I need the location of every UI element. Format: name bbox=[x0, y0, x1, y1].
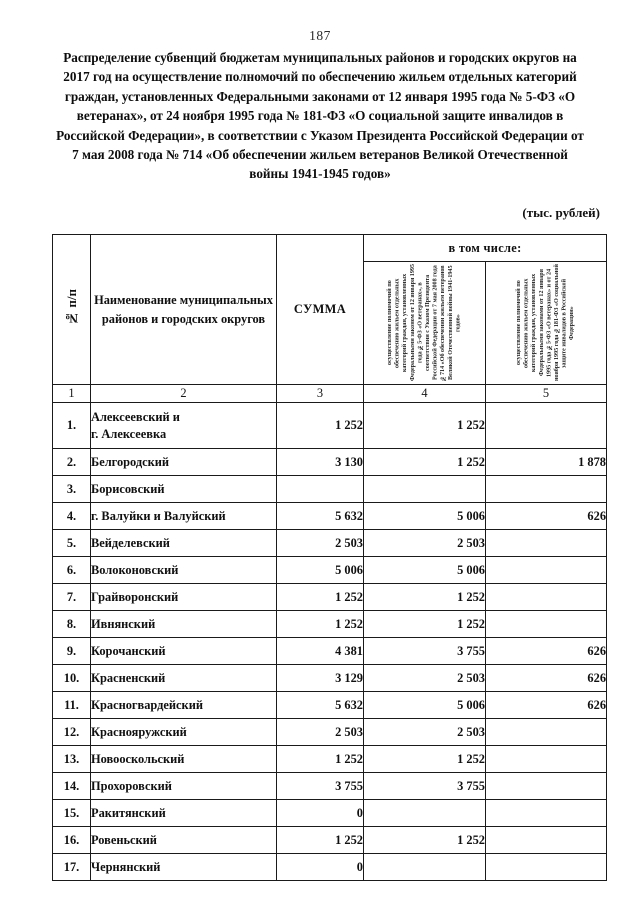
row-veterans-value bbox=[364, 476, 486, 503]
row-veterans-value bbox=[364, 854, 486, 881]
row-veterans-value: 3 755 bbox=[364, 638, 486, 665]
row-veterans-value: 1 252 bbox=[364, 746, 486, 773]
row-index: 5. bbox=[53, 530, 91, 557]
header-sum: СУММА bbox=[277, 235, 364, 385]
row-sum-value: 2 503 bbox=[277, 530, 364, 557]
header-group-including: в том числе: bbox=[364, 235, 607, 262]
row-index: 14. bbox=[53, 773, 91, 800]
row-veterans-value: 3 755 bbox=[364, 773, 486, 800]
header-disabled-column bbox=[486, 262, 607, 385]
row-disabled-value: 626 bbox=[486, 665, 607, 692]
header-veterans-column-label: осуществление полномочий по обеспечению жильем отдельных категорий граждан, установленных Федеральными законом от 12 января 1995 года №5-ФЗ «О ветеранах», в соответствии с Указом Президента Российской Федерации от 7 мая 2008 года №714 «Об обеспечении жильем ветеранов Великой Отечественной войны 1941-1945 годов» bbox=[386, 264, 461, 382]
row-index: 3. bbox=[53, 476, 91, 503]
header-row-number bbox=[53, 235, 91, 385]
row-sum-value: 3 129 bbox=[277, 665, 364, 692]
row-sum-value: 0 bbox=[277, 800, 364, 827]
row-veterans-value: 5 006 bbox=[364, 692, 486, 719]
row-municipality-name: Вейделевский bbox=[91, 530, 277, 557]
row-sum-value: 5 632 bbox=[277, 503, 364, 530]
row-municipality-name: г. Валуйки и Валуйский bbox=[91, 503, 277, 530]
row-municipality-name: Ровеньский bbox=[91, 827, 277, 854]
table-row bbox=[53, 557, 607, 584]
row-sum-value bbox=[277, 476, 364, 503]
row-veterans-value: 1 252 bbox=[364, 611, 486, 638]
column-number-4: 4 bbox=[364, 385, 486, 403]
row-veterans-value: 1 252 bbox=[364, 403, 486, 449]
row-sum-value: 1 252 bbox=[277, 611, 364, 638]
row-index: 16. bbox=[53, 827, 91, 854]
row-sum-value: 1 252 bbox=[277, 746, 364, 773]
row-index: 4. bbox=[53, 503, 91, 530]
row-municipality-name: Ракитянский bbox=[91, 800, 277, 827]
row-municipality-name: Ивнянский bbox=[91, 611, 277, 638]
row-veterans-value: 5 006 bbox=[364, 557, 486, 584]
row-sum-value: 1 252 bbox=[277, 584, 364, 611]
row-index: 8. bbox=[53, 611, 91, 638]
row-veterans-value: 1 252 bbox=[364, 827, 486, 854]
row-index: 12. bbox=[53, 719, 91, 746]
table-row bbox=[53, 584, 607, 611]
table-row bbox=[53, 638, 607, 665]
row-disabled-value bbox=[486, 584, 607, 611]
table-row bbox=[53, 800, 607, 827]
row-municipality-name: Чернянский bbox=[91, 854, 277, 881]
row-municipality-name: Красногвардейский bbox=[91, 692, 277, 719]
row-disabled-value: 1 878 bbox=[486, 449, 607, 476]
row-municipality-name: Прохоровский bbox=[91, 773, 277, 800]
column-number-3: 3 bbox=[277, 385, 364, 403]
row-disabled-value bbox=[486, 854, 607, 881]
table-row bbox=[53, 827, 607, 854]
row-index: 7. bbox=[53, 584, 91, 611]
row-municipality-name: Красненский bbox=[91, 665, 277, 692]
table-row bbox=[53, 503, 607, 530]
header-row-group bbox=[53, 235, 607, 262]
table-row bbox=[53, 719, 607, 746]
row-municipality-name: Грайворонский bbox=[91, 584, 277, 611]
subventions-table bbox=[52, 234, 607, 881]
table-row bbox=[53, 449, 607, 476]
row-index: 13. bbox=[53, 746, 91, 773]
table-row bbox=[53, 611, 607, 638]
row-sum-value: 2 503 bbox=[277, 719, 364, 746]
header-disabled-column-label: осуществление полномочий по обеспечению жильем отдельных категорий граждан, установленных Федеральными законами от 12 января 1995 года №5-ФЗ «О ветеранах» и от 24 ноября 1995 года №181-ФЗ «О социальной защите инвалидов в Российской Федерации» bbox=[515, 264, 575, 382]
row-sum-value: 4 381 bbox=[277, 638, 364, 665]
column-number-2: 2 bbox=[91, 385, 277, 403]
row-disabled-value bbox=[486, 827, 607, 854]
row-veterans-value: 5 006 bbox=[364, 503, 486, 530]
row-index: 15. bbox=[53, 800, 91, 827]
row-sum-value: 3 130 bbox=[277, 449, 364, 476]
row-municipality-name: Алексеевский и г. Алексеевка bbox=[91, 403, 277, 449]
page-number: 187 bbox=[309, 28, 331, 43]
row-disabled-value: 626 bbox=[486, 503, 607, 530]
table-row bbox=[53, 692, 607, 719]
table-head bbox=[53, 235, 607, 403]
row-disabled-value bbox=[486, 557, 607, 584]
row-index: 9. bbox=[53, 638, 91, 665]
row-index: 10. bbox=[53, 665, 91, 692]
row-disabled-value bbox=[486, 476, 607, 503]
column-number-5: 5 bbox=[486, 385, 607, 403]
row-disabled-value bbox=[486, 773, 607, 800]
subventions-table-wrapper bbox=[52, 234, 606, 881]
row-sum-value: 0 bbox=[277, 854, 364, 881]
row-veterans-value: 2 503 bbox=[364, 665, 486, 692]
row-disabled-value bbox=[486, 611, 607, 638]
table-body bbox=[53, 403, 607, 881]
units-note: (тыс. рублей) bbox=[522, 205, 600, 220]
row-disabled-value bbox=[486, 530, 607, 557]
table-row bbox=[53, 476, 607, 503]
table-row bbox=[53, 403, 607, 449]
row-sum-value: 3 755 bbox=[277, 773, 364, 800]
row-index: 11. bbox=[53, 692, 91, 719]
row-sum-value: 1 252 bbox=[277, 403, 364, 449]
header-municipality-name: Наименование муниципальных районов и городских округов bbox=[91, 235, 277, 385]
row-municipality-name: Краснояружский bbox=[91, 719, 277, 746]
column-number-1: 1 bbox=[53, 385, 91, 403]
row-veterans-value bbox=[364, 800, 486, 827]
document-title: Распределение субвенций бюджетам муниципальных районов и городских округов на 2017 год на осуществление полномочий по обеспечению жильем отдельных категорий граждан, установленных Федеральными законами от 12 января 1995 года № 5-ФЗ «О ветеранах», от 24 ноября 1995 года № 181-ФЗ «О социальной защите инвалидов в Российской Федерации», в соответствии с Указом Президента Российской Федерации от 7 мая 2008 года № 714 «Об обеспечении жильем ветеранов Великой Отечественной войны 1941-1945 годов» bbox=[56, 50, 584, 182]
table-row bbox=[53, 746, 607, 773]
row-municipality-name: Корочанский bbox=[91, 638, 277, 665]
column-number-row bbox=[53, 385, 607, 403]
row-disabled-value bbox=[486, 800, 607, 827]
row-index: 2. bbox=[53, 449, 91, 476]
header-veterans-column bbox=[364, 262, 486, 385]
row-index: 1. bbox=[53, 403, 91, 449]
row-disabled-value bbox=[486, 403, 607, 449]
row-municipality-name: Волоконовский bbox=[91, 557, 277, 584]
row-municipality-name: Новооскольский bbox=[91, 746, 277, 773]
row-disabled-value bbox=[486, 746, 607, 773]
row-veterans-value: 1 252 bbox=[364, 584, 486, 611]
header-row-number-label: № п/п bbox=[63, 289, 79, 326]
row-disabled-value bbox=[486, 719, 607, 746]
table-row bbox=[53, 773, 607, 800]
row-index: 6. bbox=[53, 557, 91, 584]
row-index: 17. bbox=[53, 854, 91, 881]
row-veterans-value: 1 252 bbox=[364, 449, 486, 476]
table-row bbox=[53, 530, 607, 557]
row-sum-value: 5 632 bbox=[277, 692, 364, 719]
table-row bbox=[53, 854, 607, 881]
row-disabled-value: 626 bbox=[486, 638, 607, 665]
row-municipality-name: Белгородский bbox=[91, 449, 277, 476]
row-sum-value: 5 006 bbox=[277, 557, 364, 584]
row-sum-value: 1 252 bbox=[277, 827, 364, 854]
row-veterans-value: 2 503 bbox=[364, 530, 486, 557]
row-veterans-value: 2 503 bbox=[364, 719, 486, 746]
table-row bbox=[53, 665, 607, 692]
row-disabled-value: 626 bbox=[486, 692, 607, 719]
row-municipality-name: Борисовский bbox=[91, 476, 277, 503]
